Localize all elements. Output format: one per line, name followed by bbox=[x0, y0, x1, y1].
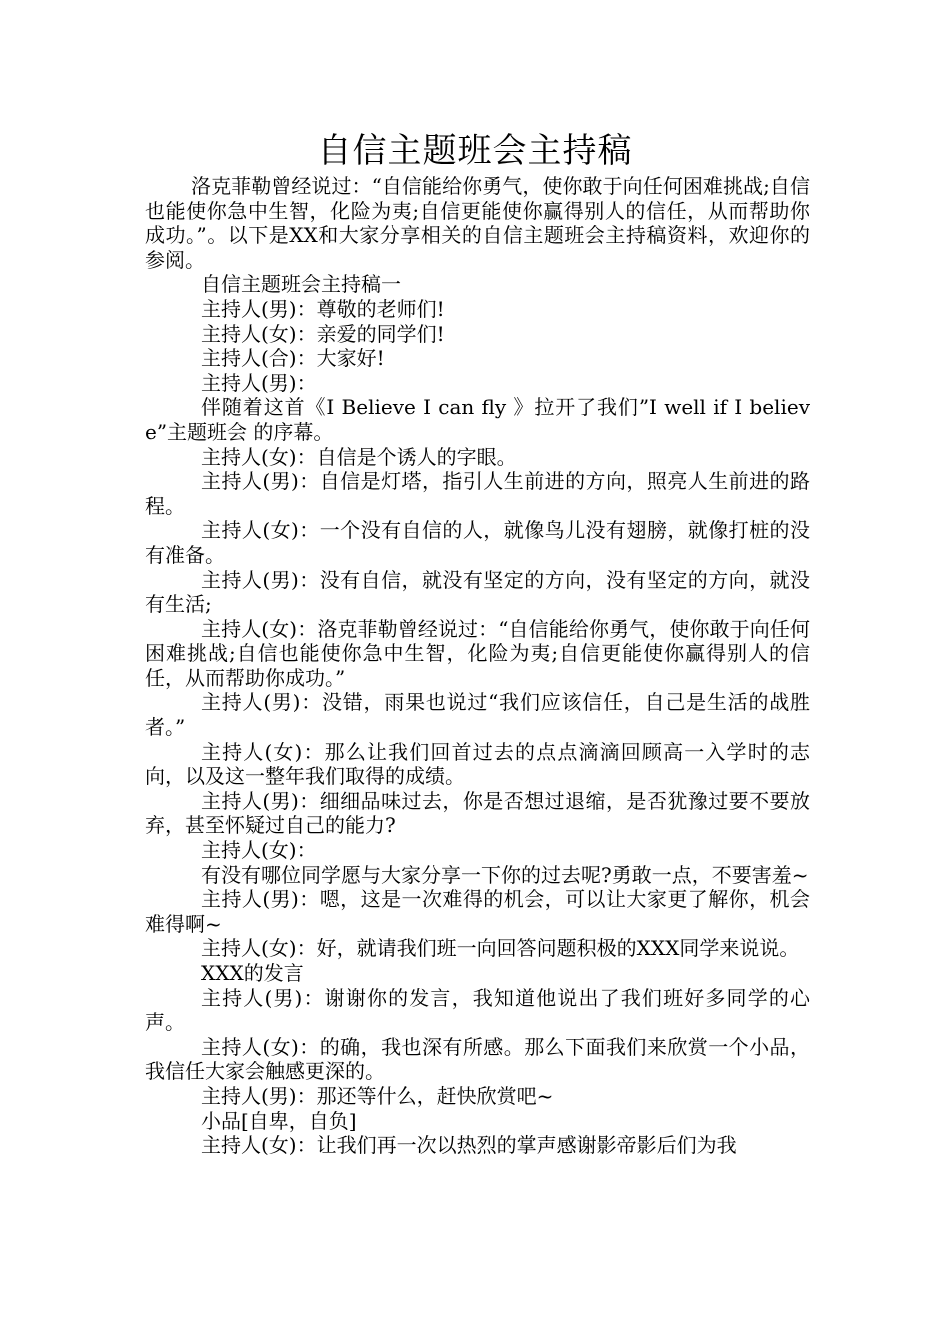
paragraph: 有没有哪位同学愿与大家分享一下你的过去呢?勇敢一点，不要害羞~ bbox=[201, 862, 809, 887]
paragraph: 主持人(男)：谢谢你的发言，我知道他说出了我们班好多同学的心声。 bbox=[145, 985, 810, 1035]
paragraph: 主持人(男)：没有自信，就没有坚定的方向，没有坚定的方向，就没有生活; bbox=[145, 567, 810, 617]
paragraph: 伴随着这首《I Believe I can fly 》拉开了我们”I well if I believe”主题班会 的序幕。 bbox=[145, 395, 810, 444]
paragraph: 主持人(女)：自信是个诱人的字眼。 bbox=[201, 444, 517, 469]
paragraph: 主持人(合)：大家好! bbox=[201, 346, 385, 371]
paragraph: 主持人(女)：让我们再一次以热烈的掌声感谢影帝影后们为我 bbox=[201, 1133, 737, 1158]
paragraph: 主持人(女)：的确，我也深有所感。那么下面我们来欣赏一个小品，我信任大家会触感更深的。 bbox=[145, 1034, 810, 1084]
paragraph: 主持人(男)：自信是灯塔，指引人生前进的方向，照亮人生前进的路程。 bbox=[145, 469, 810, 518]
document-title: 自信主题班会主持稿 bbox=[317, 131, 633, 171]
document-body bbox=[145, 174, 810, 1158]
paragraph: 主持人(男)：没错，雨果也说过“我们应该信任，自己是生活的战胜者。” bbox=[145, 690, 810, 740]
paragraph: 主持人(男)：嗯，这是一次难得的机会，可以让大家更了解你，机会难得啊~ bbox=[145, 887, 810, 936]
paragraph: 主持人(男)：那还等什么，赶快欣赏吧~ bbox=[201, 1083, 554, 1108]
paragraph: 主持人(女)：好，就请我们班一向回答问题积极的XXX同学来说说。 bbox=[201, 936, 800, 961]
paragraph: 主持人(男)：尊敬的老师们! bbox=[201, 296, 445, 321]
paragraph: 主持人(男)： bbox=[201, 370, 317, 395]
paragraph: 自信主题班会主持稿一 bbox=[201, 272, 401, 297]
paragraph: 主持人(女)：洛克菲勒曾经说过：“自信能给你勇气，使你敢于向任何困难挑战;自信也能使你急中生智，化险为夷;自信更能使你赢得别人的信任，从而帮助你成功。” bbox=[145, 616, 810, 690]
paragraph: 主持人(女)： bbox=[201, 838, 317, 863]
paragraph: 主持人(女)：那么让我们回首过去的点点滴滴回顾高一入学时的志向，以及这一整年我们取得的成绩。 bbox=[145, 739, 810, 789]
paragraph: 主持人(男)：细细品味过去，你是否想过退缩，是否犹豫过要不要放弃，甚至怀疑过自己的能力? bbox=[145, 788, 810, 838]
paragraph: XXX的发言 bbox=[201, 961, 304, 985]
paragraph: 洛克菲勒曾经说过：“自信能给你勇气，使你敢于向任何困难挑战;自信也能使你急中生智，化险为夷;自信更能使你赢得别人的信任，从而帮助你成功。”。以下是XX和大家分享相关的自信主题班会主持稿资料，欢迎你的参阅。 bbox=[145, 174, 810, 272]
paragraph: 主持人(女)：一个没有自信的人，就像鸟儿没有翅膀，就像打桩的没有准备。 bbox=[145, 518, 810, 567]
paragraph: 小品[自卑，自负] bbox=[201, 1108, 357, 1133]
paragraph: 主持人(女)：亲爱的同学们! bbox=[201, 321, 445, 346]
